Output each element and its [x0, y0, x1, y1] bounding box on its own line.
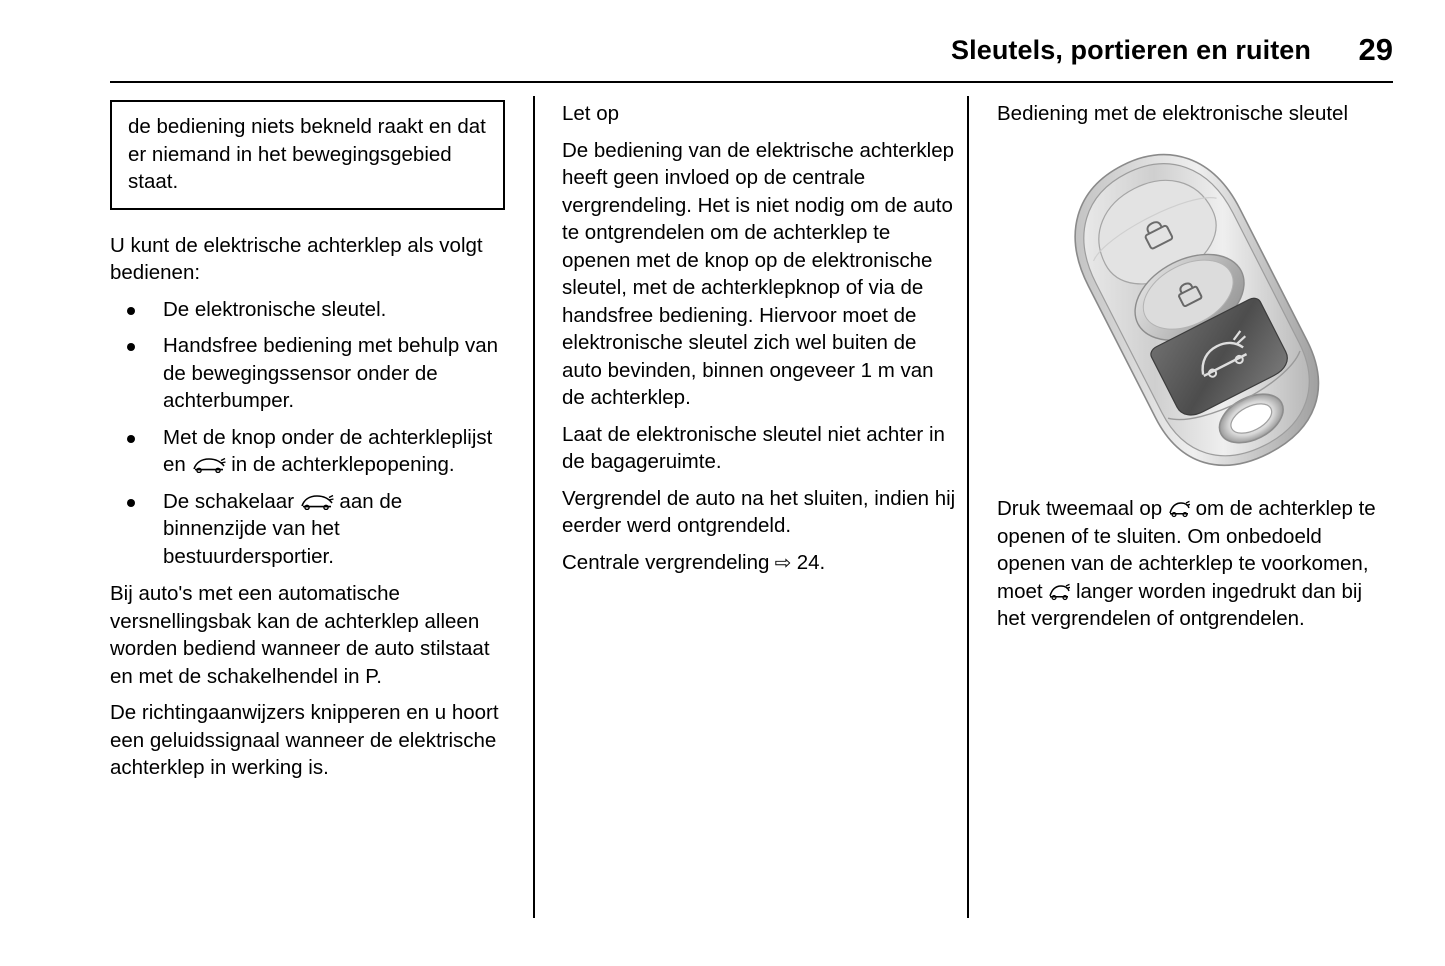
bullet-text-after: aan de binnenzijde van het bestuurdersportier.	[163, 489, 403, 568]
bullet-text-after: in de achterklepopening.	[225, 453, 455, 476]
tailgate-icon	[300, 494, 334, 510]
automatic-transmission-paragraph: Bij auto's met een automatische versnellingsbak kan de achterklep alleen worden bediend wanneer de auto stilstaat en met de schakelhendel in P.	[110, 582, 490, 688]
instruction-part-3: langer worden ingedrukt dan bij het vergrendelen of ontgrendelen.	[997, 579, 1363, 630]
bullet-text: Met de knop onder de achterkleplijst en	[163, 425, 493, 476]
bullet-text: De elektronische sleutel.	[163, 297, 387, 321]
key-fob-illustration	[997, 136, 1393, 481]
list-item	[110, 296, 510, 324]
column-divider-1	[533, 96, 535, 918]
page-number: 29	[1358, 32, 1393, 67]
reference-arrow-icon: ⇨	[774, 552, 792, 574]
leave-key-paragraph: Laat de elektronische sleutel niet achter in de bagageruimte.	[562, 422, 945, 473]
list-item	[110, 332, 510, 415]
cross-reference	[562, 549, 957, 578]
note-body: De bediening van de elektrische achterklep heeft geen invloed op de centrale vergrendeling. Het is niet nodig om de auto te ontgrendelen om de achterklep te openen met de knop op de elektronische sleutel, met de achterklepknop of via de handsfree bediening. Hiervoor moet de elektronische sleutel zich wel buiten de auto bevinden, binnen ongeveer 1 m van de achterklep.	[562, 138, 955, 409]
page-title: Sleutels, portieren en ruiten	[951, 35, 1311, 65]
list-item	[110, 488, 510, 571]
bullet-text: De schakelaar	[163, 489, 300, 513]
hatch-button-icon	[1048, 583, 1070, 601]
cross-reference-label: Centrale vergrendeling	[562, 550, 770, 574]
cross-reference-page: 24.	[796, 550, 826, 574]
column-two	[562, 100, 957, 586]
boxed-note-text: de bediening niets bekneld raakt en dat er niemand in het bewegingsgebied staat.	[128, 115, 486, 193]
operation-bullet-list	[110, 296, 510, 571]
instruction-part-2: om de achterklep te openen of te sluiten. Om onbedoeld openen van de achterklep te voorkomen, moet	[997, 497, 1376, 603]
header-divider	[110, 81, 1393, 83]
page-header	[110, 34, 1393, 84]
intro-paragraph: U kunt de elektrische achterklep als volgt bedienen:	[110, 233, 483, 284]
tailgate-icon	[192, 457, 226, 473]
instruction-part-1: Druk tweemaal op	[997, 497, 1168, 520]
boxed-warning-note	[110, 100, 505, 210]
key-fob-instructions	[997, 495, 1393, 633]
column-three	[997, 100, 1393, 642]
column-one	[110, 100, 510, 791]
hatch-button-icon	[1168, 500, 1190, 518]
signal-paragraph: De richtingaanwijzers knipperen en u hoort een geluidssignaal wanneer de elektrische achterklep in werking is.	[110, 701, 499, 779]
bullet-text: Handsfree bediening met behulp van de bewegingssensor onder de achterbumper.	[163, 334, 499, 412]
lock-car-paragraph: Vergrendel de auto na het sluiten, indien hij eerder werd ontgrendeld.	[562, 486, 956, 537]
list-item	[110, 424, 510, 479]
note-heading: Let op	[562, 102, 619, 125]
column-divider-2	[967, 96, 969, 918]
section-title: Bediening met de elektronische sleutel	[997, 102, 1348, 125]
